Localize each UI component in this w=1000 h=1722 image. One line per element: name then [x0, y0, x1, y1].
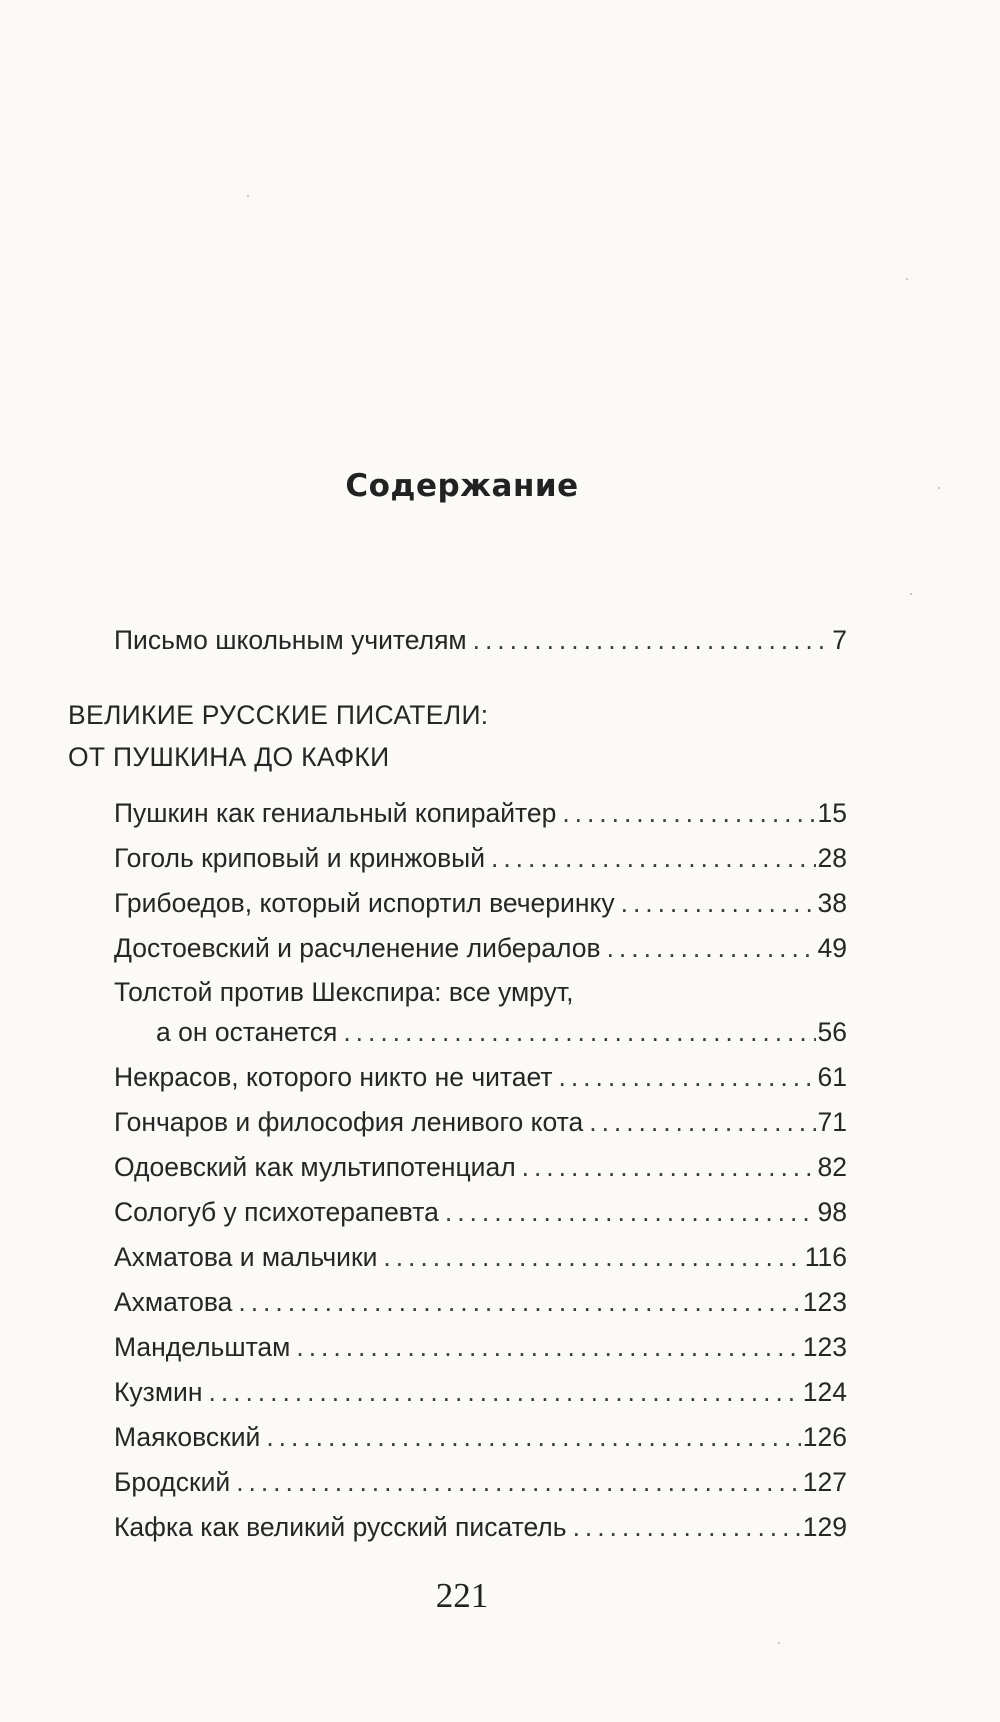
toc-entry-label: Пушкин как гениальный копирайтер: [114, 798, 557, 828]
toc-entry-page: 127: [802, 1467, 847, 1497]
dot-leader: [383, 1244, 802, 1271]
toc-entry-page: 7: [832, 625, 847, 655]
paper-speck: [938, 487, 940, 489]
toc-entry: [114, 1064, 847, 1091]
toc-entry-label: Ахматова: [114, 1287, 233, 1317]
dot-leader: [296, 1334, 800, 1361]
toc-entry-label: Достоевский и расчленение либералов: [114, 933, 601, 963]
toc-entry: [114, 1199, 847, 1226]
toc-entry-label: Ахматова и мальчики: [114, 1242, 378, 1272]
dot-leader: [573, 1514, 801, 1541]
toc-entry-label: а он останется: [156, 1017, 338, 1047]
paper-speck: [247, 195, 249, 197]
toc-entry-page: 56: [817, 1017, 847, 1047]
dot-leader: [343, 1019, 815, 1046]
toc-entry-page: 61: [817, 1062, 847, 1092]
toc-entry-page: 98: [817, 1197, 847, 1227]
toc-entry-intro: [114, 627, 847, 654]
dot-leader: [445, 1199, 816, 1226]
toc-entry-label: Грибоедов, который испортил вечеринку: [114, 888, 615, 918]
toc-entry-label: Кузмин: [114, 1377, 203, 1407]
toc-entry-page: 71: [817, 1107, 847, 1137]
toc-entry-label: Кафка как великий русский писатель: [114, 1512, 567, 1542]
section-heading-line2: ОТ ПУШКИНА ДО КАФКИ: [68, 742, 390, 772]
toc-entry-page: 124: [802, 1377, 847, 1407]
toc-entry-label: Сологуб у психотерапевта: [114, 1197, 439, 1227]
toc-entry: [156, 1019, 847, 1046]
dot-leader: [621, 890, 816, 917]
toc-entry: [114, 1424, 847, 1451]
toc-entry: [114, 1469, 847, 1496]
toc-entry-page: 129: [802, 1512, 847, 1542]
toc-entry-page: 15: [817, 798, 847, 828]
toc-entry-label: Бродский: [114, 1467, 231, 1497]
toc-entry: [114, 800, 847, 827]
dot-leader: [559, 1064, 816, 1091]
toc-entry: [114, 1379, 847, 1406]
toc-entry: [114, 1289, 847, 1316]
page-title: Содержание: [345, 468, 579, 504]
page-number: 221: [435, 1576, 489, 1615]
toc-entry-label: Гоголь криповый и кринжовый: [114, 843, 486, 873]
toc-entry-page: 28: [817, 843, 847, 873]
paper-speck: [906, 278, 908, 280]
toc-entry: [114, 1244, 847, 1271]
toc-entry: [114, 1334, 847, 1361]
toc-entry-page: 49: [817, 933, 847, 963]
toc-entry-page: 123: [802, 1287, 847, 1317]
dot-leader: [473, 627, 831, 654]
paper-speck: [778, 1642, 780, 1644]
toc-entry-page: 82: [817, 1152, 847, 1182]
dot-leader: [589, 1109, 815, 1136]
toc-entry: [114, 845, 847, 872]
toc-entry-label: Гончаров и философия ленивого кота: [114, 1107, 584, 1137]
dot-leader: [562, 800, 815, 827]
dot-leader: [491, 845, 815, 872]
toc-entry-label: Письмо школьным учителям: [114, 625, 467, 655]
toc-entry: [114, 935, 847, 962]
toc-entry-label: Мандельштам: [114, 1332, 291, 1362]
dot-leader: [209, 1379, 801, 1406]
dot-leader: [266, 1424, 800, 1451]
dot-leader: [522, 1154, 816, 1181]
section-heading-line1: ВЕЛИКИЕ РУССКИЕ ПИСАТЕЛИ:: [68, 700, 489, 730]
toc-entry-page: 116: [804, 1242, 847, 1272]
toc-entry-label: Маяковский: [114, 1422, 261, 1452]
paper-speck: [910, 593, 912, 595]
toc-entry-label-line1: Толстой против Шекспира: все умрут,: [114, 977, 574, 1007]
dot-leader: [238, 1289, 800, 1316]
toc-entry: [114, 1514, 847, 1541]
toc-entry: [114, 1154, 847, 1181]
toc-entry-page: 123: [802, 1332, 847, 1362]
toc-entry: [114, 890, 847, 917]
toc-entry-page: 38: [817, 888, 847, 918]
toc-entry-page: 126: [802, 1422, 847, 1452]
toc-entry: [114, 1109, 847, 1136]
toc-entry-label: Некрасов, которого никто не читает: [114, 1062, 553, 1092]
dot-leader: [236, 1469, 801, 1496]
toc-entry-label: Одоевский как мультипотенциал: [114, 1152, 516, 1182]
dot-leader: [607, 935, 816, 962]
